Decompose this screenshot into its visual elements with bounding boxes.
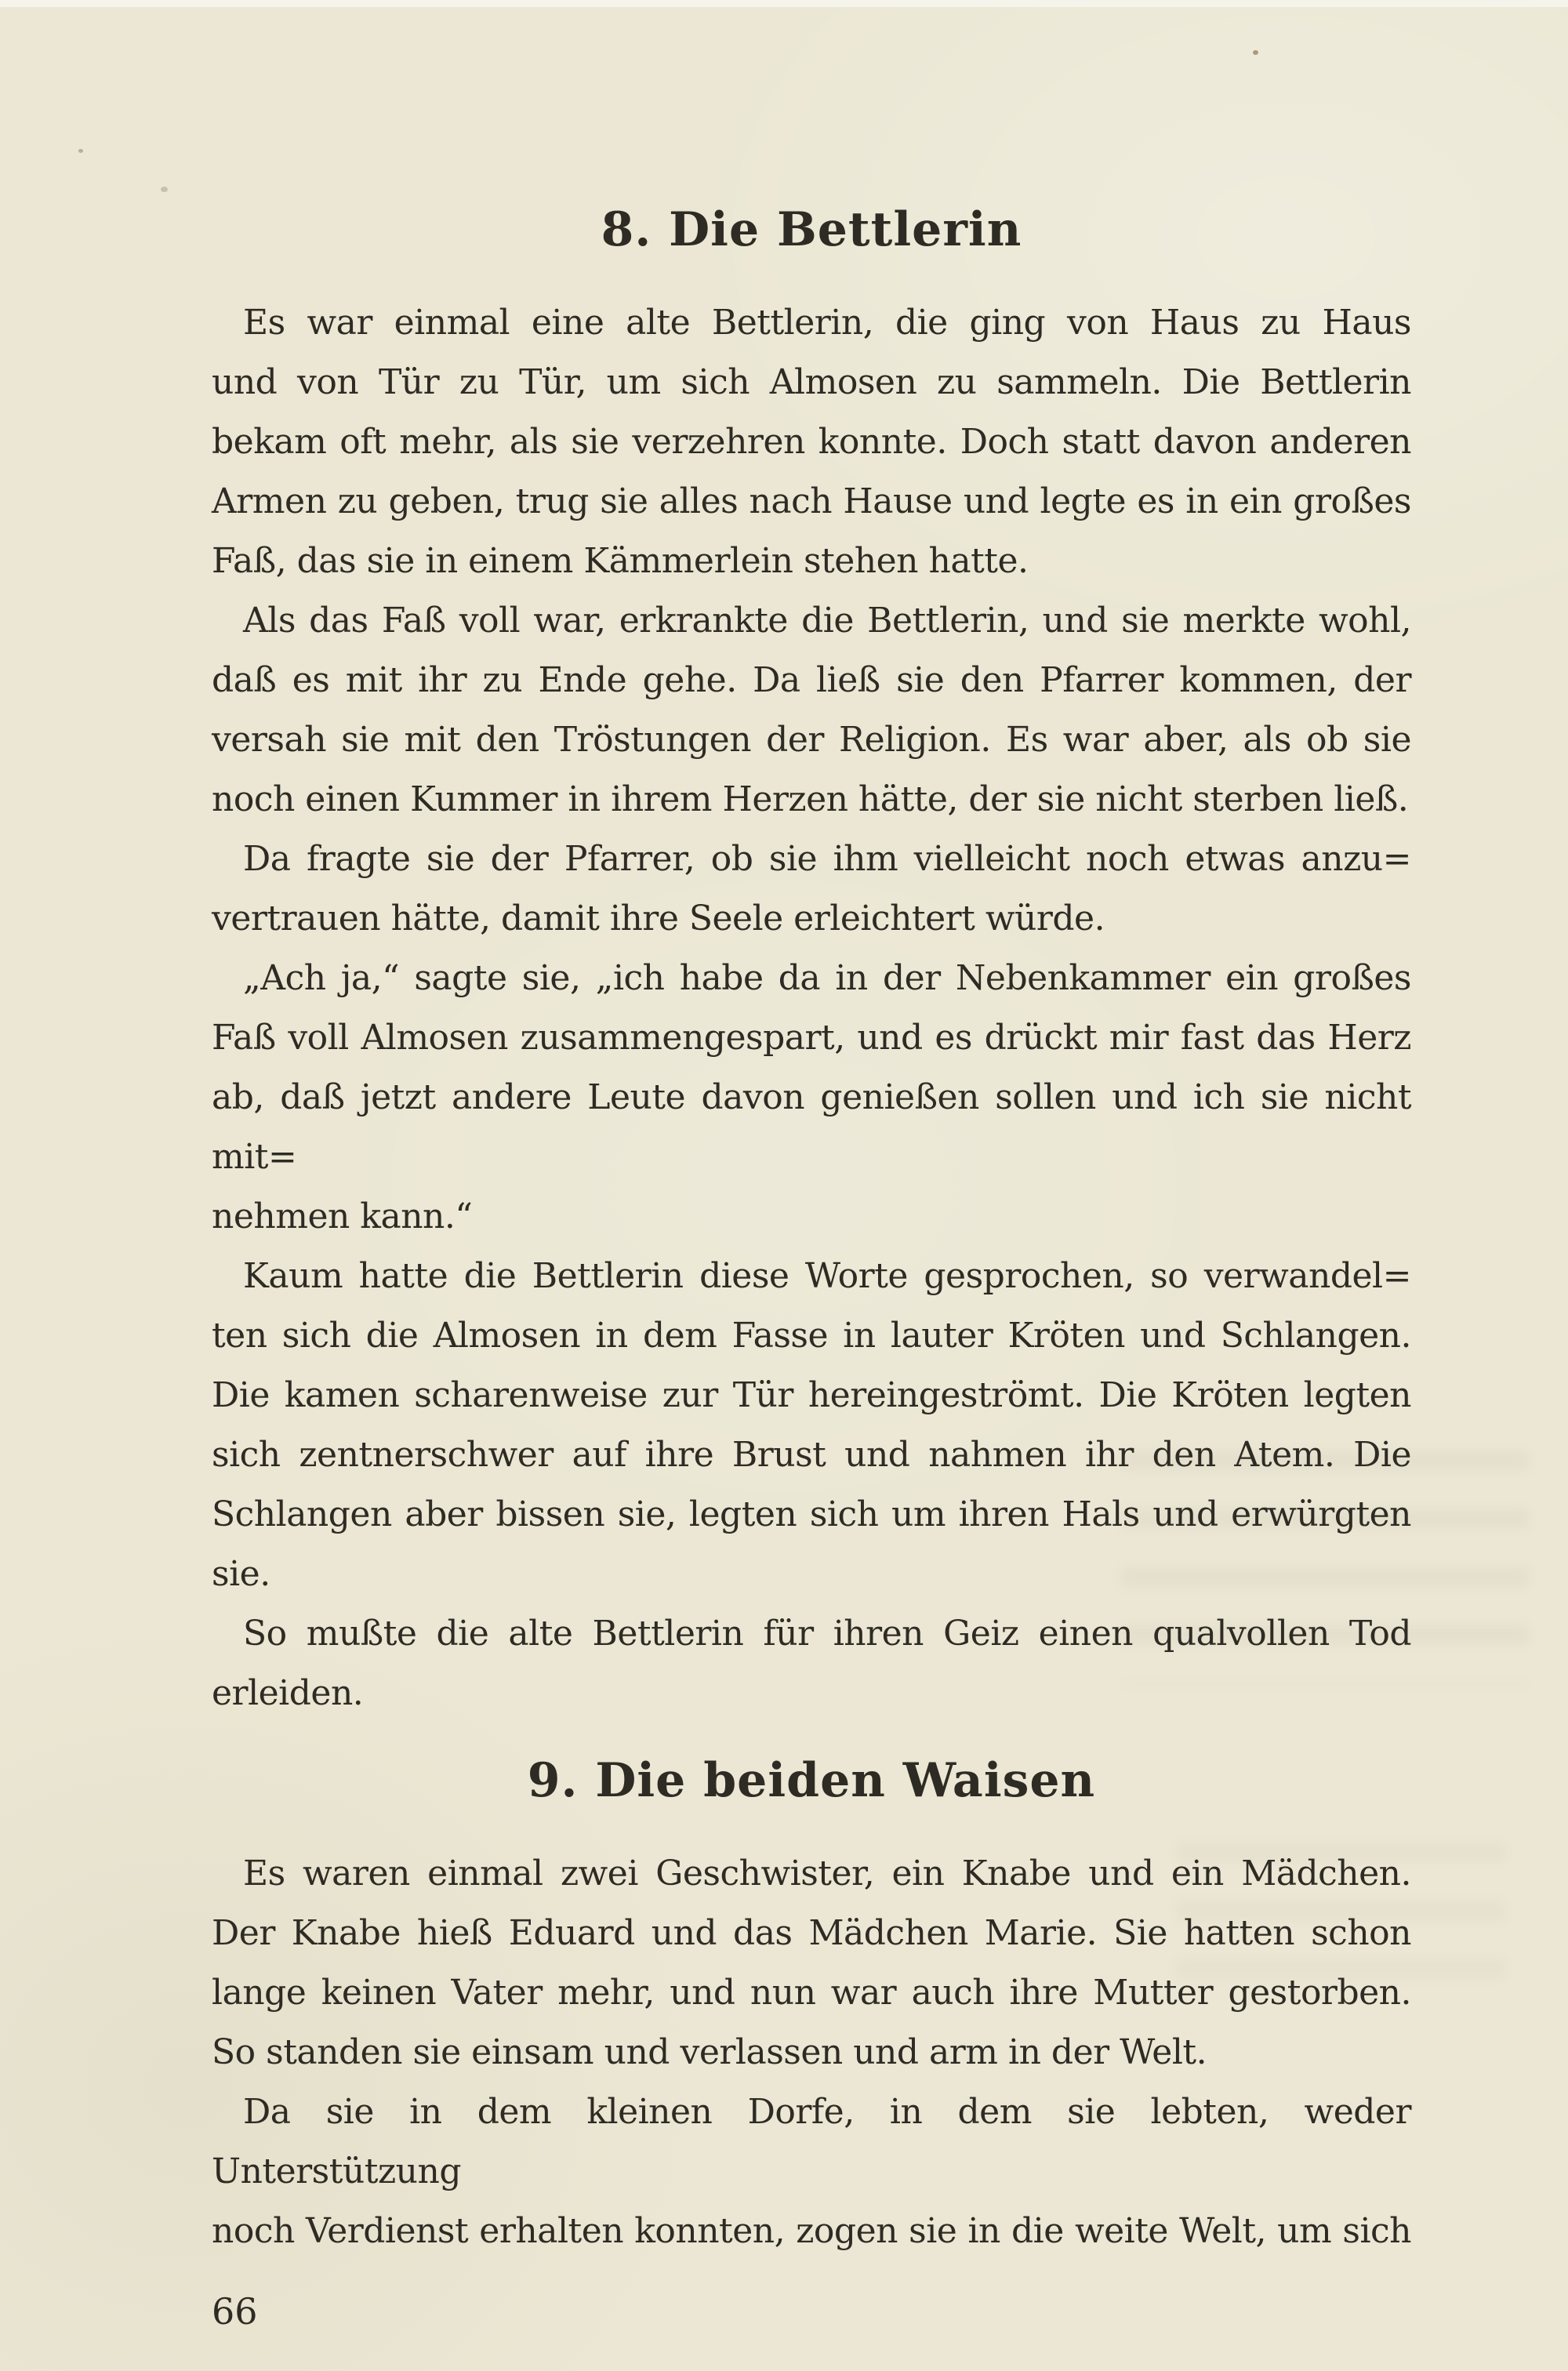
text-line: So mußte die alte Bettlerin für ihren Geiz einen qualvollen Tod xyxy=(243,1614,1411,1654)
text-line: erleiden. xyxy=(212,1673,364,1713)
text-line: daß es mit ihr zu Ende gehe. Da ließ sie den Pfarrer kommen, der xyxy=(212,660,1411,700)
text-line: ten sich die Almosen in dem Fasse in lauter Kröten und Schlangen. xyxy=(212,1316,1411,1356)
paragraph xyxy=(212,293,1411,591)
text-line: noch Verdienst erhalten konnten, zogen sie in die weite Welt, um sich xyxy=(212,2211,1411,2251)
paragraph xyxy=(212,1247,1411,1604)
text-line: und von Tür zu Tür, um sich Almosen zu sammeln. Die Bettlerin xyxy=(212,362,1411,402)
page-number: 66 xyxy=(212,2290,258,2333)
text-line: Es waren einmal zwei Geschwister, ein Knabe und ein Mädchen. xyxy=(243,1854,1411,1894)
text-line: Der Knabe hieß Eduard und das Mädchen Marie. Sie hatten schon xyxy=(212,1913,1411,1953)
text-line: nehmen kann.“ xyxy=(212,1196,473,1236)
text-line: Da fragte sie der Pfarrer, ob sie ihm vielleicht noch etwas anzu= xyxy=(243,839,1411,879)
text-line: Die kamen scharenweise zur Tür hereingeströmt. Die Kröten legten xyxy=(212,1375,1411,1415)
text-line: Armen zu geben, trug sie alles nach Hause und legte es in ein großes xyxy=(212,481,1411,521)
text-line: bekam oft mehr, als sie verzehren konnte. Doch statt davon anderen xyxy=(212,422,1411,462)
paragraph xyxy=(212,591,1411,830)
text-line: lange keinen Vater mehr, und nun war auch ihre Mutter gestorben. xyxy=(212,1973,1411,2013)
text-line: Es war einmal eine alte Bettlerin, die ging von Haus zu Haus xyxy=(243,303,1411,343)
text-line: Faß voll Almosen zusammengespart, und es drückt mir fast das Herz xyxy=(212,1018,1411,1058)
story-section xyxy=(212,1753,1411,2261)
paragraph xyxy=(212,2082,1411,2261)
paragraph xyxy=(212,949,1411,1247)
text-line: „Ach ja,“ sagte sie, „ich habe da in der Nebenkammer ein großes xyxy=(243,958,1411,998)
story-section xyxy=(212,202,1411,1723)
text-line: Da sie in dem kleinen Dorfe, in dem sie lebten, weder Unterstützung xyxy=(212,2092,1411,2191)
text-line: So standen sie einsam und verlassen und arm in der Welt. xyxy=(212,2032,1207,2072)
text-line: Faß, das sie in einem Kämmerlein stehen hatte. xyxy=(212,541,1029,581)
paragraph xyxy=(212,1604,1411,1723)
text-line: vertrauen hätte, damit ihre Seele erleichtert würde. xyxy=(212,899,1105,939)
text-line: Kaum hatte die Bettlerin diese Worte gesprochen, so verwandel= xyxy=(243,1256,1411,1296)
text-line: Schlangen aber bissen sie, legten sich um ihren Hals und erwürgten xyxy=(212,1494,1411,1534)
text-line: noch einen Kummer in ihrem Herzen hätte, der sie nicht sterben ließ. xyxy=(212,779,1409,819)
text-line: ab, daß jetzt andere Leute davon genießen sollen und ich sie nicht mit= xyxy=(212,1077,1411,1177)
paragraph xyxy=(212,830,1411,949)
text-line: versah sie mit den Tröstungen der Religion. Es war aber, als ob sie xyxy=(212,720,1411,760)
text-line: sich zentnerschwer auf ihre Brust und nahmen ihr den Atem. Die xyxy=(212,1435,1411,1475)
text-line: sie. xyxy=(212,1554,270,1594)
text-block xyxy=(212,202,1411,2261)
text-line: Als das Faß voll war, erkrankte die Bettlerin, und sie merkte wohl, xyxy=(243,601,1411,641)
story-title: 9. Die beiden Waisen xyxy=(527,1753,1096,1808)
paragraph xyxy=(212,1844,1411,2082)
story-title: 8. Die Bettlerin xyxy=(601,202,1022,257)
